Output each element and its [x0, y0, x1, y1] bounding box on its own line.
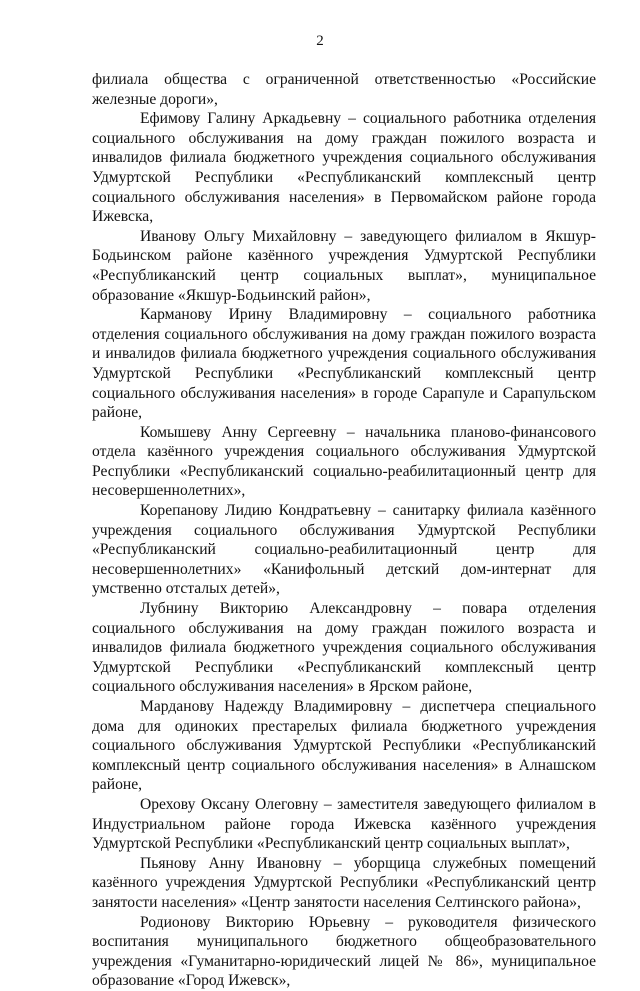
paragraph-orekhova: Орехову Оксану Олеговну – заместителя заведующего филиалом в Индустриальном районе города Ижевска казённого учреждения Удмуртской Республики «Республиканский центр социальных выплат», [92, 795, 596, 853]
paragraph-efimova: Ефимову Галину Аркадьевну – социального работника отделения социального обслуживания на дому граждан пожилого возраста и инвалидов филиала бюджетного учреждения социального обслуживания Удмуртской Республики «Республиканский комплексный центр социального обслуживания населения» в Первомайском районе города Ижевска, [92, 110, 596, 226]
paragraph-pyanova: Пьянову Анну Ивановну – уборщица служебных помещений казённого учреждения Удмуртской Республики «Республиканский центр занятости населения» «Центр занятости населения Селтинского района», [92, 854, 596, 911]
paragraph-lubnina: Лубнину Викторию Александровну – повара отделения социального обслуживания на дому граждан пожилого возраста и инвалидов филиала бюджетного учреждения социального обслуживания Удмуртской Республики «Республиканский комплексный центр социального обслуживания населения» в Ярском районе, [92, 600, 596, 696]
paragraph-continuation: филиала общества с ограниченной ответственностью «Российские железные дороги», [92, 71, 596, 108]
paragraph-mardanova: Марданову Надежду Владимировну – диспетчера специального дома для одиноких престарелых филиала бюджетного учреждения социального обслуживания Удмуртской Республики «Республиканский комплексный центр социального обслуживания населения» в Алнашском районе, [92, 698, 596, 794]
page-number: 2 [316, 33, 324, 49]
paragraph-komysheva: Комышеву Анну Сергеевну – начальника планово-финансового отдела казённого учреждения социального обслуживания Удмуртской Республики «Республиканский социально-реабилитационный центр для несовершеннолетних», [92, 423, 596, 500]
paragraph-rodionova: Родионову Викторию Юрьевну – руководителя физического воспитания муниципального бюджетного общеобразовательного учреждения «Гуманитарно-юридический лицей № 86», муниципальное образование «Город Ижевск», [92, 913, 596, 990]
document-body [92, 70, 596, 991]
paragraph-ivanova: Иванову Ольгу Михайловну – заведующего филиалом в Якшур-Бодьинском районе казённого учреждения Удмуртской Республики «Республиканский центр социальных выплат», муниципальное образование «Якшур-Бодьинский район», [92, 227, 596, 304]
paragraph-korepanova: Корепанову Лидию Кондратьевну – санитарку филиала казённого учреждения социального обслуживания Удмуртской Республики «Республиканский социально-реабилитационный центр для несовершеннолетних» «Канифольный детский дом-интернат для умственно отсталых детей», [92, 502, 596, 598]
paragraph-karmanova: Карманову Ирину Владимировну – социального работника отделения социального обслуживания на дому граждан пожилого возраста и инвалидов филиала бюджетного учреждения социального обслуживания Удмуртской Республики «Республиканский комплексный центр социального обслуживания населения» в городе Сарапуле и Сарапульском районе, [92, 306, 596, 422]
